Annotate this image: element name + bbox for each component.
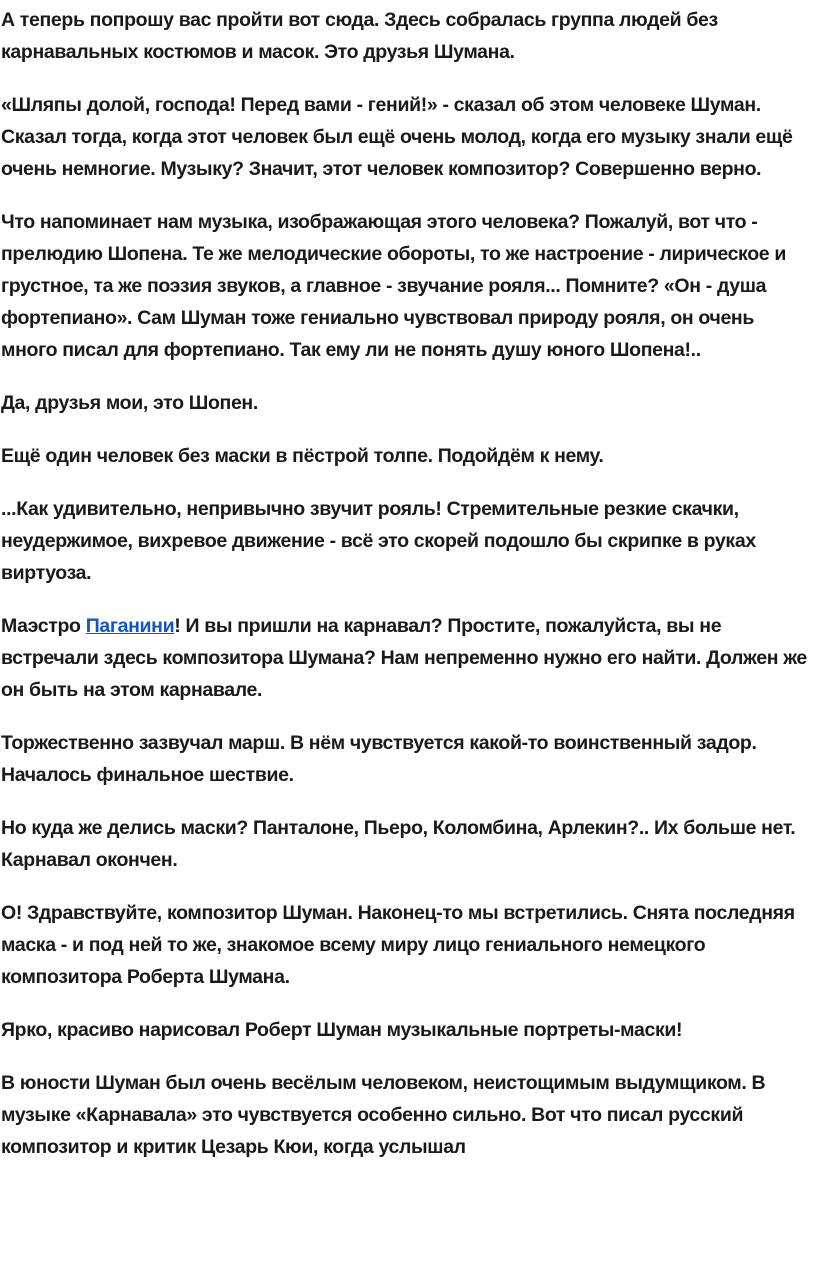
- document-body: [0, 4, 816, 1184]
- paragraph-youth: В юности Шуман был очень весёлым человеком, неистощимым выдумщиком. В музыке «Карнавала» это чувствуется особенно сильно. Вот что писал русский композитор и критик Цезарь Кюи, когда услышал: [1, 1072, 766, 1158]
- paragraph-march: Торжественно зазвучал марш. В нём чувствуется какой-то воинственный задор. Началось финальное шествие.: [1, 732, 757, 786]
- paragraph-portraits: Ярко, красиво нарисовал Роберт Шуман музыкальные портреты-маски!: [1, 1019, 683, 1041]
- paragraph-paganini: [1, 610, 814, 706]
- paragraph-another-man: Ещё один человек без маски в пёстрой толпе. Подойдём к нему.: [1, 445, 604, 467]
- paragraph-schumann-revealed: О! Здравствуйте, композитор Шуман. Наконец-то мы встретились. Снята последняя маска - и под ней то же, знакомое всему миру лицо гениального немецкого композитора Роберта Шумана.: [1, 902, 795, 988]
- paragraph-chopin-prelude: Что напоминает нам музыка, изображающая этого человека? Пожалуй, вот что - прелюдию Шопена. Те же мелодические обороты, то же настроение - лирическое и грустное, та же поэзия звуков, а главное - звучание рояля... Помните? «Он - душа фортепиано». Сам Шуман тоже гениально чувствовал природу рояля, он очень много писал для фортепиано. Так ему ли не понять душу юного Шопена!..: [1, 211, 786, 361]
- paganini-text-before: Маэстро: [1, 615, 86, 637]
- paragraph-friends-intro: А теперь попрошу вас пройти вот сюда. Здесь собралась группа людей без карнавальных костюмов и масок. Это друзья Шумана.: [1, 9, 718, 63]
- paganini-text-after: ! И вы пришли на карнавал? Простите, пожалуйста, вы не встречали здесь композитора Шумана? Нам непременно нужно его найти. Должен же он быть на этом карнавале.: [1, 615, 807, 701]
- paragraph-masks-gone: Но куда же делись маски? Панталоне, Пьеро, Коломбина, Арлекин?.. Их больше нет. Карнавал окончен.: [1, 817, 796, 871]
- paragraph-this-is-chopin: Да, друзья мои, это Шопен.: [1, 392, 258, 414]
- paganini-link[interactable]: Паганини: [85, 615, 175, 637]
- paragraph-hats-off: «Шляпы долой, господа! Перед вами - гений!» - сказал об этом человеке Шуман. Сказал тогда, когда этот человек был ещё очень молод, когда его музыку знали ещё очень немногие. Музыку? Значит, этот человек композитор? Совершенно верно.: [1, 94, 793, 180]
- paragraph-piano-sound: ...Как удивительно, непривычно звучит рояль! Стремительные резкие скачки, неудержимое, вихревое движение - всё это скорей подошло бы скрипке в руках виртуоза.: [1, 498, 756, 584]
